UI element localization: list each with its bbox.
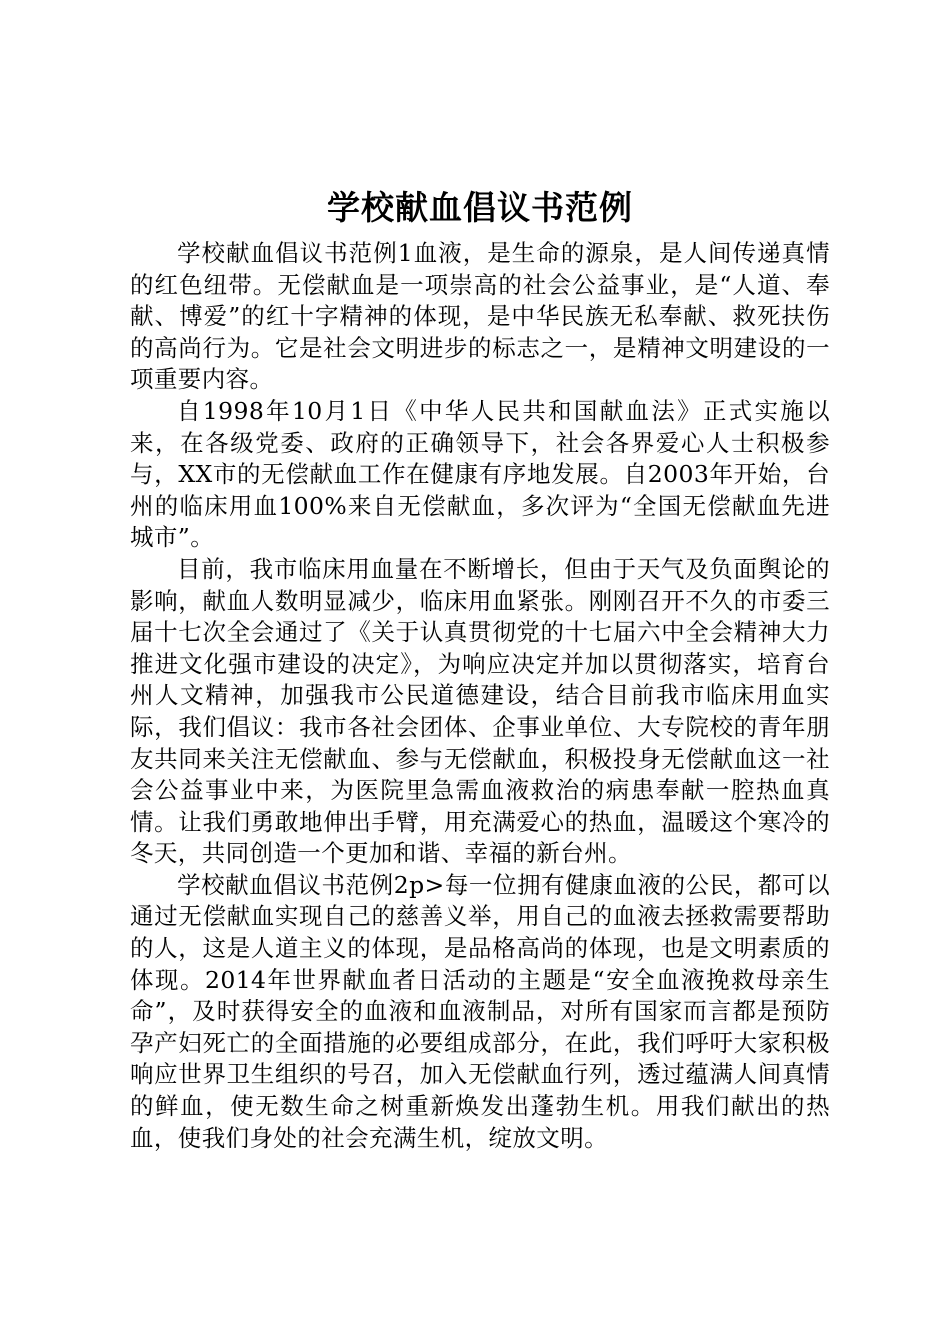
paragraph-3: 目前，我市临床用血量在不断增长，但由于天气及负面舆论的影响，献血人数明显减少，临床用血紧张。刚刚召开不久的市委三届十七次全会通过了《关于认真贯彻党的十七届六中全会精神大力推进文化强市建设的决定》，为响应决定并加以贯彻落实，培育台州人文精神，加强我市公民道德建设，结合目前我市临床用血实际，我们倡议：我市各社会团体、企事业单位、大专院校的青年朋友共同来关注无偿献血、参与无偿献血，积极投身无偿献血这一社会公益事业中来，为医院里急需血液救治的病患奉献一腔热血真情。让我们勇敢地伸出手臂，用充满爱心的热血，温暖这个寒冷的冬天，共同创造一个更加和谐、幸福的新台州。 bbox=[130, 554, 830, 868]
paragraph-4: 学校献血倡议书范例2p>每一位拥有健康血液的公民，都可以通过无偿献血实现自己的慈善义举，用自己的血液去拯救需要帮助的人，这是人道主义的体现，是品格高尚的体现，也是文明素质的体现。2014年世界献血者日活动的主题是“安全血液挽救母亲生命”，及时获得安全的血液和血液制品，对所有国家而言都是预防孕产妇死亡的全面措施的必要组成部分，在此，我们呼吁大家积极响应世界卫生组织的号召，加入无偿献血行列，透过蕴满人间真情的鲜血，使无数生命之树重新焕发出蓬勃生机。用我们献出的热血，使我们身处的社会充满生机，绽放文明。 bbox=[130, 870, 830, 1152]
document-title: 学校献血倡议书范例 bbox=[327, 188, 633, 227]
document-page bbox=[130, 178, 830, 1154]
paragraph-2: 自1998年10月1日《中华人民共和国献血法》正式实施以来，在各级党委、政府的正确领导下，社会各界爱心人士积极参与，XX市的无偿献血工作在健康有序地发展。自2003年开始，台州的临床用血100%来自无偿献血，多次评为“全国无偿献血先进城市”。 bbox=[130, 396, 830, 552]
paragraph-1: 学校献血倡议书范例1血液，是生命的源泉，是人间传递真情的红色纽带。无偿献血是一项崇高的社会公益事业，是“人道、奉献、博爱”的红十字精神的体现，是中华民族无私奉献、救死扶伤的高尚行为。它是社会文明进步的标志之一，是精神文明建设的一项重要内容。 bbox=[130, 239, 830, 394]
